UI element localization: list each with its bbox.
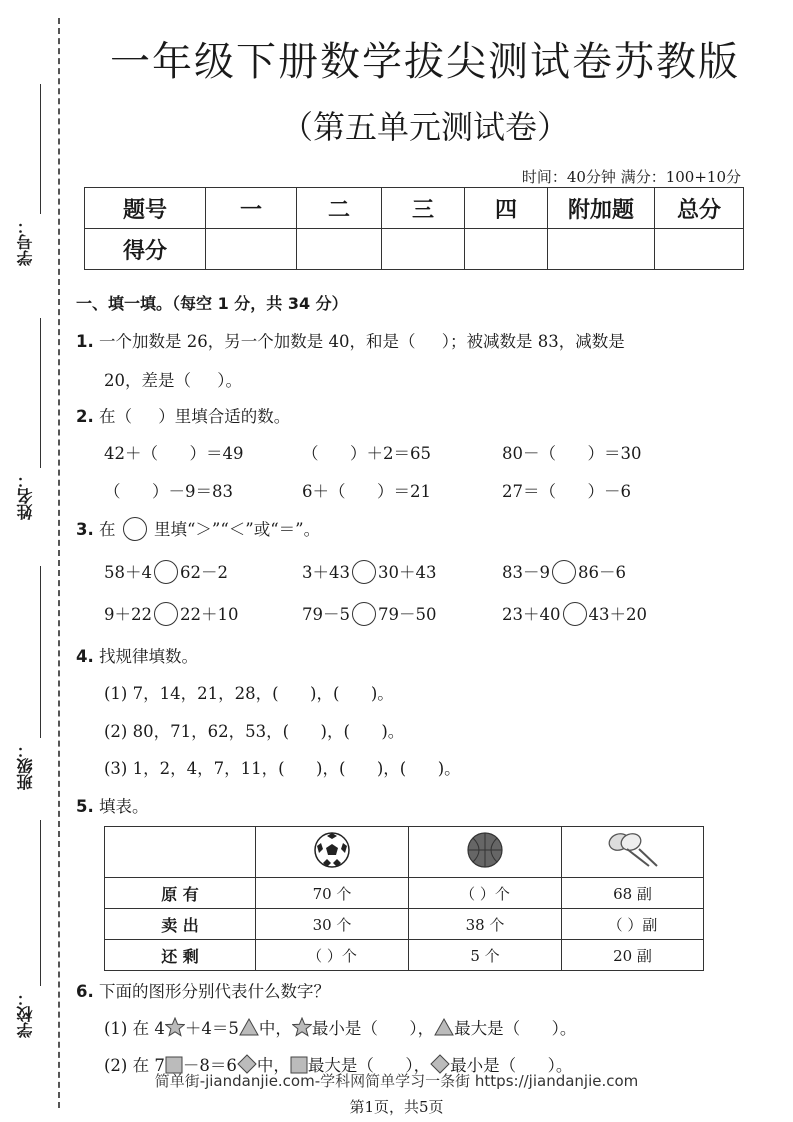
table-cell: 70 个 (256, 878, 409, 909)
question-text: 下面的图形分别代表什么数字？ (99, 982, 330, 1001)
score-header-cell: 总分 (655, 188, 744, 229)
table-cell: 30 个 (256, 909, 409, 940)
question-text: 在（ ）里填合适的数。 (99, 407, 291, 426)
text-part: 中， (258, 1019, 292, 1038)
score-input-cell[interactable] (548, 229, 655, 270)
basketball-icon (465, 830, 505, 870)
equation-item: 80－（ ）＝30 (502, 444, 642, 463)
school-label: 学校： (16, 990, 35, 1038)
star-icon (292, 1017, 312, 1037)
page-subtitle: （第五单元测试卷） (280, 108, 569, 146)
question-text: 里填“＞”“＜”或“＝”。 (154, 520, 321, 539)
compare-circle[interactable] (154, 602, 178, 626)
compare-right: 43＋20 (588, 605, 647, 624)
row-label: 卖 出 (105, 909, 256, 940)
triangle-icon (434, 1017, 454, 1037)
question-2-title (76, 403, 290, 427)
score-input-cell[interactable] (382, 229, 465, 270)
question-number: 2. (76, 407, 94, 426)
score-header-cell: 一 (206, 188, 297, 229)
compare-item (302, 559, 437, 584)
text-part: 最小是（ ）。 (450, 1056, 573, 1075)
question-5-title (76, 793, 149, 817)
question-number: 1. (76, 332, 94, 351)
question-text: 在 (99, 520, 116, 539)
equation-item: 6＋（ ）＝21 (302, 482, 431, 501)
compare-item (302, 601, 437, 626)
text-part: ＋4＝5 (184, 1019, 239, 1038)
score-table (84, 187, 744, 270)
compare-circle[interactable] (352, 602, 376, 626)
compare-left: 3＋43 (302, 563, 350, 582)
score-header-cell: 四 (465, 188, 548, 229)
table-cell: 5 个 (409, 940, 562, 971)
question-3-title (76, 516, 320, 541)
compare-left: 83－9 (502, 563, 550, 582)
text-part: 最大是（ ）， (307, 1056, 431, 1075)
question-4-title (76, 643, 198, 667)
compare-right: 62－2 (180, 563, 228, 582)
student-no-label: 学号： (16, 218, 35, 266)
table-cell[interactable]: （ ）副 (562, 909, 704, 940)
compare-circle[interactable] (552, 560, 576, 584)
score-row-label: 得分 (85, 229, 206, 270)
school-line (40, 820, 41, 986)
exam-meta: 时间：40分钟 满分：100+10分 (521, 168, 741, 186)
compare-circle[interactable] (154, 560, 178, 584)
binding-dashed-line (58, 18, 60, 1108)
equation-item: （ ）＋2＝65 (302, 444, 431, 463)
question-text: 找规律填数。 (99, 647, 198, 666)
score-header-cell: 题号 (85, 188, 206, 229)
score-header-cell: 二 (297, 188, 382, 229)
question-number: 5. (76, 797, 94, 816)
name-line (40, 318, 41, 468)
compare-right: 30＋43 (378, 563, 437, 582)
score-header-cell: 附加题 (548, 188, 655, 229)
compare-item (104, 601, 239, 626)
text-part: －8＝6 (182, 1056, 237, 1075)
row-label: 还 剩 (105, 940, 256, 971)
shape-question-1 (104, 1015, 576, 1039)
compare-right: 79－50 (378, 605, 437, 624)
table-cell: 38 个 (409, 909, 562, 940)
question-number: 4. (76, 647, 94, 666)
footer-site-link[interactable]: 简单街-jiandanjie.com-学科网简单学习一条街 https://jiandanjie.com (154, 1072, 639, 1090)
question-6-title (76, 978, 330, 1002)
score-input-cell[interactable] (206, 229, 297, 270)
compare-item (502, 559, 626, 584)
compare-left: 79－5 (302, 605, 350, 624)
basketball-header (409, 827, 562, 878)
score-input-cell[interactable] (655, 229, 744, 270)
sequence-line: (1) 7，14，21，28，( )，( )。 (104, 684, 394, 703)
table-cell: 20 副 (562, 940, 704, 971)
text-part: 最小是（ ）， (311, 1019, 435, 1038)
equation-item: 42＋（ ）＝49 (104, 444, 244, 463)
question-number: 3. (76, 520, 94, 539)
compare-item (502, 601, 647, 626)
compare-right: 22＋10 (180, 605, 239, 624)
question-text: 一个加数是 26，另一个加数是 40，和是（ ）；被减数是 83，减数是 (99, 332, 625, 351)
compare-left: 58＋4 (104, 563, 152, 582)
compare-right: 86－6 (578, 563, 626, 582)
compare-circle[interactable] (563, 602, 587, 626)
class-label: 班级： (16, 742, 35, 790)
section-heading: 一、填一填。（每空 1 分，共 34 分） (76, 294, 348, 313)
equation-item: （ ）－9＝83 (104, 482, 233, 501)
sequence-line: (3) 1，2，4，7，11，( )，( )，( )。 (104, 759, 461, 778)
question-1-line-2: 20，差是（ ）。 (104, 371, 242, 390)
compare-circle[interactable] (352, 560, 376, 584)
circle-blank-icon (123, 517, 147, 541)
class-line (40, 566, 41, 738)
badminton-rackets-icon (605, 830, 661, 870)
table-cell[interactable]: （ ）个 (256, 940, 409, 971)
triangle-icon (239, 1017, 259, 1037)
table-cell: 68 副 (562, 878, 704, 909)
compare-item (104, 559, 228, 584)
star-icon (165, 1017, 185, 1037)
text-part: (1) 在 4 (104, 1019, 165, 1038)
compare-left: 9＋22 (104, 605, 152, 624)
soccer-ball-icon (312, 830, 352, 870)
badminton-header (562, 827, 704, 878)
question-1-line-1 (76, 328, 625, 352)
page-number: 第1页，共5页 (349, 1098, 444, 1116)
equation-item: 27＝（ ）－6 (502, 482, 631, 501)
question-number: 6. (76, 982, 94, 1001)
table-corner-cell (105, 827, 256, 878)
score-header-cell: 三 (382, 188, 465, 229)
table-cell[interactable]: （ ）个 (409, 878, 562, 909)
score-input-cell[interactable] (465, 229, 548, 270)
text-part: (2) 在 7 (104, 1056, 165, 1075)
sequence-line: (2) 80，71，62，53，( )，( )。 (104, 722, 405, 741)
score-input-cell[interactable] (297, 229, 382, 270)
name-label: 姓名： (16, 472, 35, 520)
text-part: 中， (256, 1056, 290, 1075)
compare-left: 23＋40 (502, 605, 561, 624)
student-no-line (40, 84, 41, 214)
question-text: 填表。 (99, 797, 149, 816)
inventory-table (104, 826, 704, 971)
soccer-ball-header (256, 827, 409, 878)
page-title: 一年级下册数学拔尖测试卷苏教版 (110, 39, 740, 85)
text-part: 最大是（ ）。 (454, 1019, 577, 1038)
row-label: 原 有 (105, 878, 256, 909)
